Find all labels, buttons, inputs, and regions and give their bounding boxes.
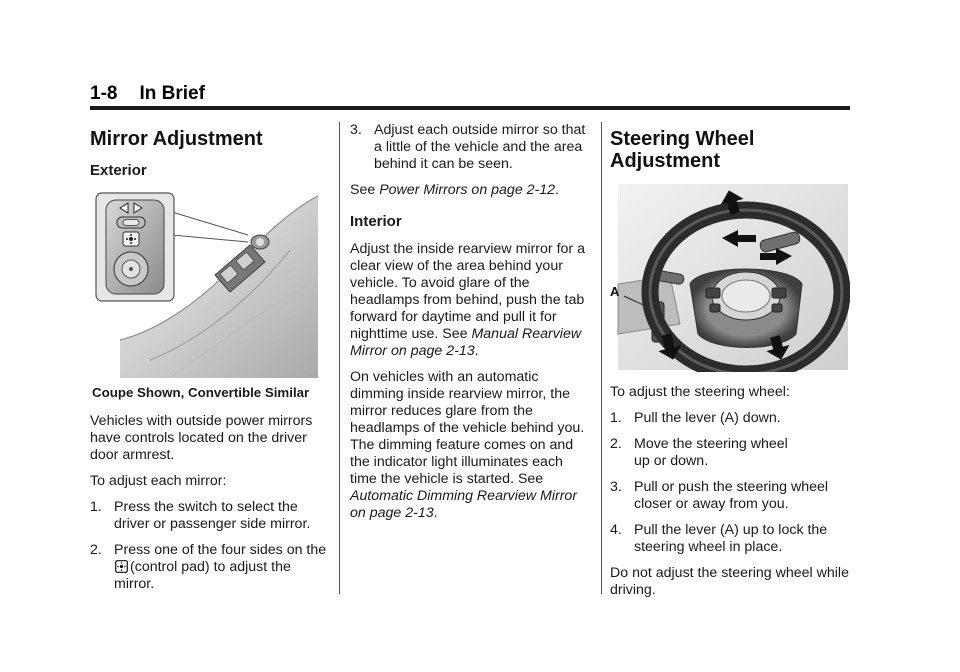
manual-mirror-paragraph: Adjust the inside rearview mirror for a clear view of the area behind your vehicle. To avoid glare of the headlamps from behind, push the tab forward for daytime and pull it for nighttime use. See Manual Rearview Mirror on page 2-13. xyxy=(350,241,585,359)
step-text-before: Press one of the four sides on the xyxy=(114,542,327,558)
column-steering-wheel xyxy=(610,122,852,608)
cross-reference: Power Mirrors on page 2-12 xyxy=(379,182,556,198)
section-title: In Brief xyxy=(139,83,205,104)
step-number: 3. xyxy=(350,122,362,138)
closing-warning: Do not adjust the steering wheel while driving. xyxy=(610,565,849,598)
column-divider xyxy=(339,122,340,594)
step-number: 1. xyxy=(610,410,622,426)
column-mirror-exterior xyxy=(90,122,330,602)
step-text-after: (control pad) to adjust the mirror. xyxy=(114,559,291,592)
column-mirror-interior xyxy=(350,122,590,531)
step-number: 3. xyxy=(610,479,622,495)
figure-caption: Coupe Shown, Convertible Similar xyxy=(92,385,310,400)
step-number: 4. xyxy=(610,522,622,538)
steering-wheel-illustration xyxy=(610,184,850,372)
steering-intro: To adjust the steering wheel: xyxy=(610,384,790,400)
figure-label-a: A xyxy=(610,284,620,299)
see-reference: See Power Mirrors on page 2-12. xyxy=(350,182,560,198)
step-text: Press the switch to select the driver or passenger side mirror. xyxy=(114,499,311,532)
interior-subheading: Interior xyxy=(350,213,402,230)
step-item xyxy=(350,122,590,173)
step-item xyxy=(610,436,852,470)
step-number: 2. xyxy=(90,542,102,558)
step-number: 2. xyxy=(610,436,622,452)
mirror-switch-illustration xyxy=(90,190,322,378)
power-mirrors-paragraph: Vehicles with outside power mirrors have controls located on the driver door armrest. xyxy=(90,413,313,463)
adjust-intro: To adjust each mirror: xyxy=(90,473,227,489)
control-pad-icon xyxy=(115,560,128,573)
step-item xyxy=(90,542,330,593)
cross-reference: Manual Rearview Mirror on page 2-13 xyxy=(350,326,582,359)
step-item xyxy=(610,479,852,513)
page-header xyxy=(90,83,205,105)
step-item xyxy=(610,522,852,556)
step-text: Pull the lever (A) down. xyxy=(634,410,781,426)
step-item xyxy=(90,499,330,533)
column-divider xyxy=(601,122,602,594)
step-item xyxy=(610,410,852,427)
steering-wheel-heading: Steering Wheel Adjustment xyxy=(610,128,755,172)
step-text: Move the steering wheel up or down. xyxy=(634,436,788,469)
step-number: 1. xyxy=(90,499,102,515)
mirror-adjustment-heading: Mirror Adjustment xyxy=(90,128,263,150)
exterior-subheading: Exterior xyxy=(90,162,147,179)
step-text: Pull the lever (A) up to lock the steering wheel in place. xyxy=(634,522,828,555)
cross-reference: Automatic Dimming Rearview Mirror on page 2-13 xyxy=(350,488,578,521)
header-rule xyxy=(90,106,850,110)
auto-dimming-paragraph: On vehicles with an automatic dimming inside rearview mirror, the mirror reduces glare from the headlamps of the vehicle behind you. The dimming feature comes on and the indicator light illuminates each time the vehicle is started. See Automatic Dimming Rearview Mirror on page 2-13. xyxy=(350,369,585,521)
page-number: 1-8 xyxy=(90,83,118,104)
step-text: Adjust each outside mirror so that a little of the vehicle and the area behind it can be seen. xyxy=(374,122,586,172)
step-text xyxy=(114,542,330,593)
step-text: Pull or push the steering wheel closer or away from you. xyxy=(634,479,829,512)
